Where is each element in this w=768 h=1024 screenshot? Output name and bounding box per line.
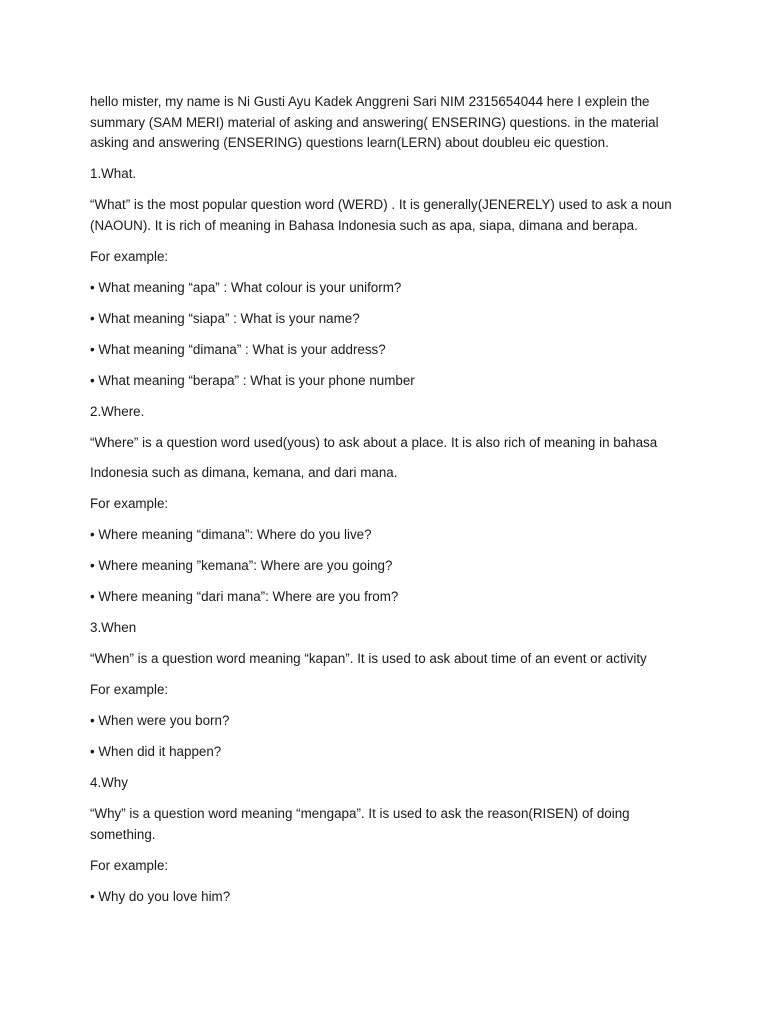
when-example-label: For example: [90,682,169,697]
what-example-label: For example: [90,248,169,264]
what-description: “What” is the most popular question word (WERD) . It is generally(JENERELY) used to ask a noun (NAOUN). It is rich of meaning in Bahasa Indonesia such as apa, siapa, dimana and berapa. [90,197,672,233]
section-heading-when: 3.When [90,620,137,635]
where-description-line-1: “Where” is a question word used(yous) to ask about a place. It is also rich of meaning in bahasa [90,434,658,450]
where-example-label: For example: [90,496,169,511]
what-example-siapa: • What meaning “siapa” : What is your name? [90,310,360,326]
when-description: “When” is a question word meaning “kapan”. It is used to ask about time of an event or activity [90,651,647,666]
when-example-born: • When were you born? [90,713,230,728]
when-example-happen: • When did it happen? [90,744,222,759]
where-example-kemana: • Where meaning ”kemana”: Where are you going? [90,558,393,573]
why-example-love: • Why do you love him? [90,888,231,904]
what-example-berapa: • What meaning “berapa” : What is your phone number [90,372,415,388]
section-heading-what: 1.What. [90,166,137,181]
section-heading-why: 4.Why [90,775,128,790]
section-heading-where: 2.Where. [90,403,145,419]
why-example-label: For example: [90,857,169,873]
document-body [90,92,690,918]
where-description-line-2: Indonesia such as dimana, kemana, and dari mana. [90,465,398,480]
where-example-dari-mana: • Where meaning “dari mana”: Where are you from? [90,589,399,604]
intro-paragraph: hello mister, my name is Ni Gusti Ayu Kadek Anggreni Sari NIM 2315654044 here I explein the summary (SAM MERI) material of asking and answering( ENSERING) questions. in the material asking and answering (ENSERING) questions learn(LERN) about doubleu eic question. [90,94,659,150]
what-example-apa: • What meaning “apa” : What colour is your uniform? [90,279,402,295]
what-example-dimana: • What meaning “dimana” : What is your address? [90,341,386,357]
why-description: “Why” is a question word meaning “mengapa”. It is used to ask the reason(RISEN) of doing something. [90,806,630,842]
where-example-dimana: • Where meaning “dimana”: Where do you live? [90,527,372,542]
